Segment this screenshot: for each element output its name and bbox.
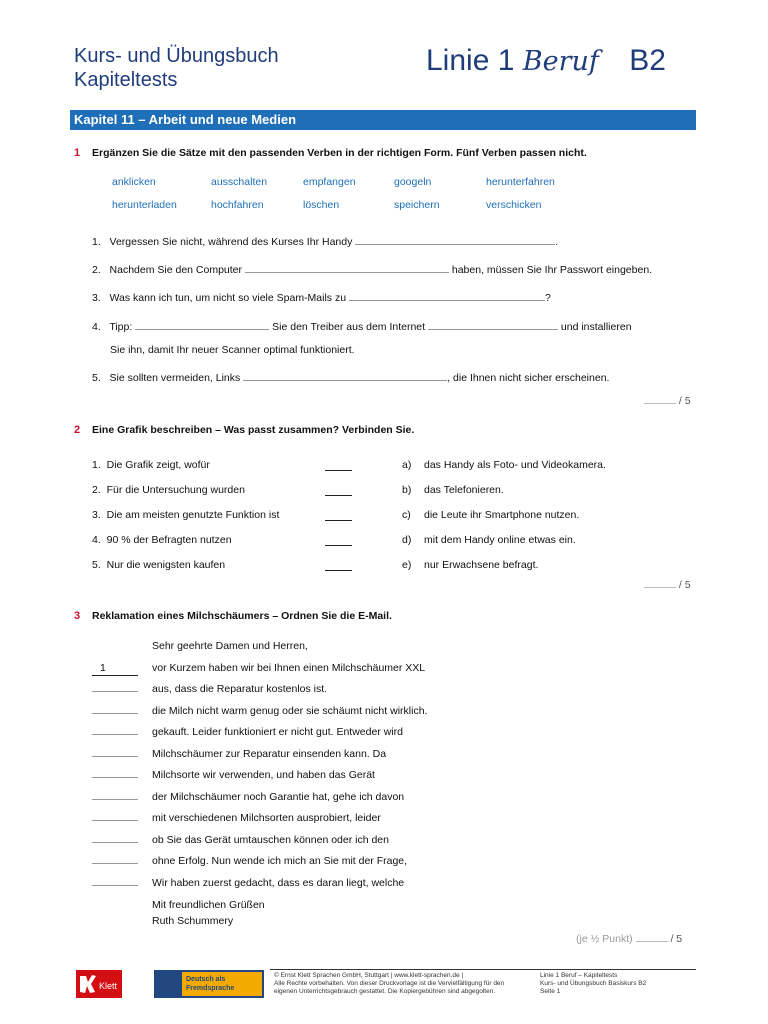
sentence-5 [92,371,609,385]
score-total: / 5 [670,933,683,945]
footer-copyright [274,972,534,996]
order-number-blank[interactable] [92,856,138,864]
email-line: ohne Erfolg. Nun wende ich mich an Sie mit der Frage, [152,855,408,867]
sentence-3 [92,291,551,305]
task-2-number: 2 [74,424,81,436]
item-letter: d) [402,534,412,546]
order-number-blank[interactable] [92,835,138,843]
email-line: gekauft. Leider funktioniert er nicht gut. Entweder wird [152,726,403,738]
task-3-title: Reklamation eines Milchschäumers – Ordnen Sie die E-Mail. [92,610,392,622]
email-line: aus, dass die Reparatur kostenlos ist. [152,683,328,695]
answer-blank[interactable] [135,320,269,330]
item-text: Nur die wenigsten kaufen [106,559,226,571]
order-number-filled[interactable]: 1 [92,661,138,676]
order-number-blank[interactable] [92,749,138,757]
answer-blank[interactable] [355,235,555,245]
item-number: 4. [92,321,101,333]
matching-right-item [402,558,538,572]
matching-right-item [402,508,579,522]
item-text: mit dem Handy online etwas ein. [424,534,576,546]
page-number: Seite 1 [540,988,561,995]
order-number-blank[interactable] [92,684,138,692]
sentence-text: Vergessen Sie nicht, während des Kurses Ihr Handy [109,236,353,248]
word-option: herunterladen [112,199,177,211]
email-line: vor Kurzem haben wir bei Ihnen einen Milchschäumer XXL [152,662,426,674]
email-closing: Mit freundlichen Grüßen [152,899,265,911]
footer-text: © Ernst Klett Sprachen GmbH, Stuttgart | www.klett-sprachen.de | [274,972,464,979]
item-number: 2. [92,484,101,496]
footer-text: Alle Rechte vorbehalten. Von dieser Druckvorlage ist die Vervielfältigung für den [274,980,505,987]
order-number-blank[interactable] [92,878,138,886]
score-blank[interactable] [644,394,676,404]
sentence-4-continued: Sie ihn, damit Ihr neuer Scanner optimal funktioniert. [110,344,355,356]
task-1-number: 1 [74,147,81,159]
match-answer-blank[interactable] [325,461,352,471]
brand-logo [426,44,666,78]
answer-blank[interactable] [349,291,545,301]
task-2-score [644,578,691,592]
footer-text: Linie 1 Beruf – Kapiteltests [540,972,618,979]
klett-logo-text: Klett [99,981,118,991]
matching-right-item [402,458,606,472]
item-text: Die am meisten genutzte Funktion ist [106,509,280,521]
score-note: (je ½ Punkt) [576,933,633,945]
order-number-blank[interactable] [92,706,138,714]
score-total: / 5 [678,579,691,591]
email-line: Milchschäumer zur Reparatur einsenden kann. Da [152,748,387,760]
score-blank[interactable] [644,578,676,588]
brand-italic: Beruf [522,46,599,77]
word-option: hochfahren [211,199,264,211]
item-number: 1. [92,236,101,248]
task-1-score [644,394,691,408]
task-1-title: Ergänzen Sie die Sätze mit den passenden Verben in der richtigen Form. Fünf Verben passen nicht. [92,147,587,159]
task-3-number: 3 [74,610,81,622]
footer-text: Kurs- und Übungsbuch Basiskurs B2 [540,980,647,987]
matching-left-item [92,483,245,497]
match-answer-blank[interactable] [325,561,352,571]
sentence-1 [92,235,558,249]
sentence-4 [92,320,632,334]
sentence-text: Sie den Treiber aus dem Internet [272,321,426,333]
item-number: 1. [92,459,101,471]
email-line: Wir haben zuerst gedacht, dass es daran liegt, welche [152,877,405,889]
match-answer-blank[interactable] [325,536,352,546]
sentence-text: Nachdem Sie den Computer [109,264,243,276]
word-option: löschen [303,199,340,211]
word-option: speichern [394,199,440,211]
item-number: 3. [92,509,101,521]
order-number-blank[interactable] [92,770,138,778]
email-signature: Ruth Schummery [152,915,234,927]
match-answer-blank[interactable] [325,511,352,521]
brand-level: B2 [629,44,666,77]
sentence-text: , die Ihnen nicht sicher erscheinen. [447,372,610,384]
title-line-1: Kurs- und Übungsbuch [74,45,279,67]
email-greeting: Sehr geehrte Damen und Herren, [152,640,308,652]
item-text: Die Grafik zeigt, wofür [106,459,210,471]
matching-right-item [402,533,576,547]
email-line: der Milchschäumer noch Garantie hat, gehe ich davon [152,791,405,803]
email-line: die Milch nicht warm genug oder sie schäumt nicht wirklich. [152,705,428,717]
item-number: 3. [92,292,101,304]
sentence-text: und installieren [560,321,632,333]
item-text: nur Erwachsene befragt. [424,559,539,571]
item-number: 4. [92,534,101,546]
answer-blank[interactable] [428,320,558,330]
sentence-text: ? [545,292,551,304]
word-option: verschicken [486,199,542,211]
item-letter: a) [402,459,412,471]
sentence-text: Tipp: [109,321,133,333]
answer-blank[interactable] [243,371,447,381]
item-letter: e) [402,559,412,571]
matching-right-item [402,483,504,497]
item-text: Für die Untersuchung wurden [106,484,245,496]
item-number: 5. [92,559,101,571]
daf-logo-label [182,972,262,996]
item-letter: c) [402,509,411,521]
item-text: 90 % der Befragten nutzen [106,534,232,546]
title-line-2: Kapiteltests [74,69,178,91]
task-3-score [576,932,682,946]
match-answer-blank[interactable] [325,486,352,496]
brand-main: Linie 1 [426,44,515,77]
daf-logo-line-1: Deutsch als [186,976,226,983]
order-number-blank[interactable] [92,813,138,821]
chapter-heading: Kapitel 11 – Arbeit und neue Medien [70,110,696,130]
order-number-blank[interactable] [92,792,138,800]
matching-left-item [92,508,279,522]
score-blank[interactable] [636,932,668,942]
sentence-text: haben, müssen Sie Ihr Passwort eingeben. [451,264,653,276]
email-line: mit verschiedenen Milchsorten ausprobiert, leider [152,812,381,824]
word-option: herunterfahren [486,176,555,188]
word-option: googeln [394,176,432,188]
item-text: das Handy als Foto- und Videokamera. [424,459,606,471]
sentence-text: . [555,236,559,248]
item-number: 2. [92,264,101,276]
sentence-2 [92,263,652,277]
task-2-title: Eine Grafik beschreiben – Was passt zusammen? Verbinden Sie. [92,424,415,436]
answer-blank[interactable] [245,263,449,273]
email-line: Milchsorte wir verwenden, und haben das Gerät [152,769,375,781]
word-option: ausschalten [211,176,268,188]
footer-info [540,972,696,996]
daf-logo [154,970,264,998]
item-text: die Leute ihr Smartphone nutzen. [424,509,580,521]
footer-text: eigenen Unterrichtsgebrauch gestattet. Die Kopiergebühren sind abgegolten. [274,988,496,995]
document-title [74,44,279,92]
order-number-blank[interactable] [92,727,138,735]
klett-logo-icon [76,970,122,998]
item-number: 5. [92,372,101,384]
item-text: das Telefonieren. [424,484,504,496]
sentence-text: Was kann ich tun, um nicht so viele Spam-Mails zu [109,292,347,304]
sentence-text: Sie sollten vermeiden, Links [109,372,241,384]
matching-left-item [92,533,232,547]
word-option: anklicken [112,176,156,188]
score-total: / 5 [678,395,691,407]
matching-left-item [92,558,225,572]
footer-divider [270,969,696,970]
item-letter: b) [402,484,412,496]
daf-logo-line-2: Fremdsprache [186,985,235,992]
word-option: empfangen [303,176,356,188]
email-line: ob Sie das Gerät umtauschen können oder ich den [152,834,389,846]
matching-left-item [92,458,210,472]
klett-logo [76,970,122,998]
